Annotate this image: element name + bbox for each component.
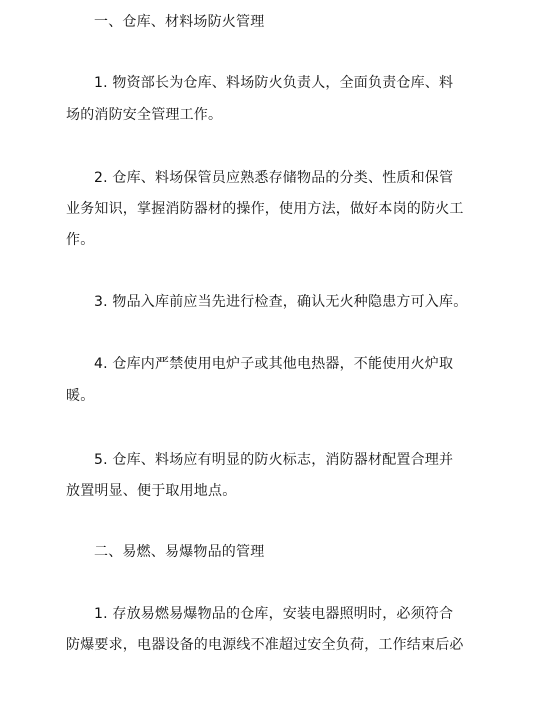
- paragraph-line: 暖。: [66, 388, 95, 404]
- paragraph-line: 防爆要求，电器设备的电源线不准超过安全负荷，工作结束后必: [66, 637, 464, 653]
- paragraph-line: 放置明显、便于取用地点。: [66, 483, 237, 499]
- paragraph-line: 1. 物资部长为仓库、料场防火负责人，全面负责仓库、料: [94, 75, 454, 91]
- paragraph-line: 业务知识，掌握消防器材的操作，使用方法，做好本岗的防火工: [66, 201, 464, 217]
- paragraph-line: 4. 仓库内严禁使用电炉子或其他电热器，不能使用火炉取: [94, 356, 454, 372]
- paragraph-line: 作。: [66, 232, 95, 248]
- paragraph-line: 场的消防安全管理工作。: [66, 107, 223, 123]
- paragraph-line: 2. 仓库、料场保管员应熟悉存储物品的分类、性质和保管: [94, 170, 454, 186]
- section-heading: 一、仓库、材料场防火管理: [94, 14, 265, 30]
- paragraph-line: 1. 存放易燃易爆物品的仓库，安装电器照明时，必须符合: [94, 606, 454, 622]
- paragraph-line: 3. 物品入库前应当先进行检查，确认无火种隐患方可入库。: [94, 294, 468, 310]
- paragraph-line: 5. 仓库、料场应有明显的防火标志，消防器材配置合理并: [94, 452, 454, 468]
- section-heading: 二、易燃、易爆物品的管理: [94, 544, 265, 560]
